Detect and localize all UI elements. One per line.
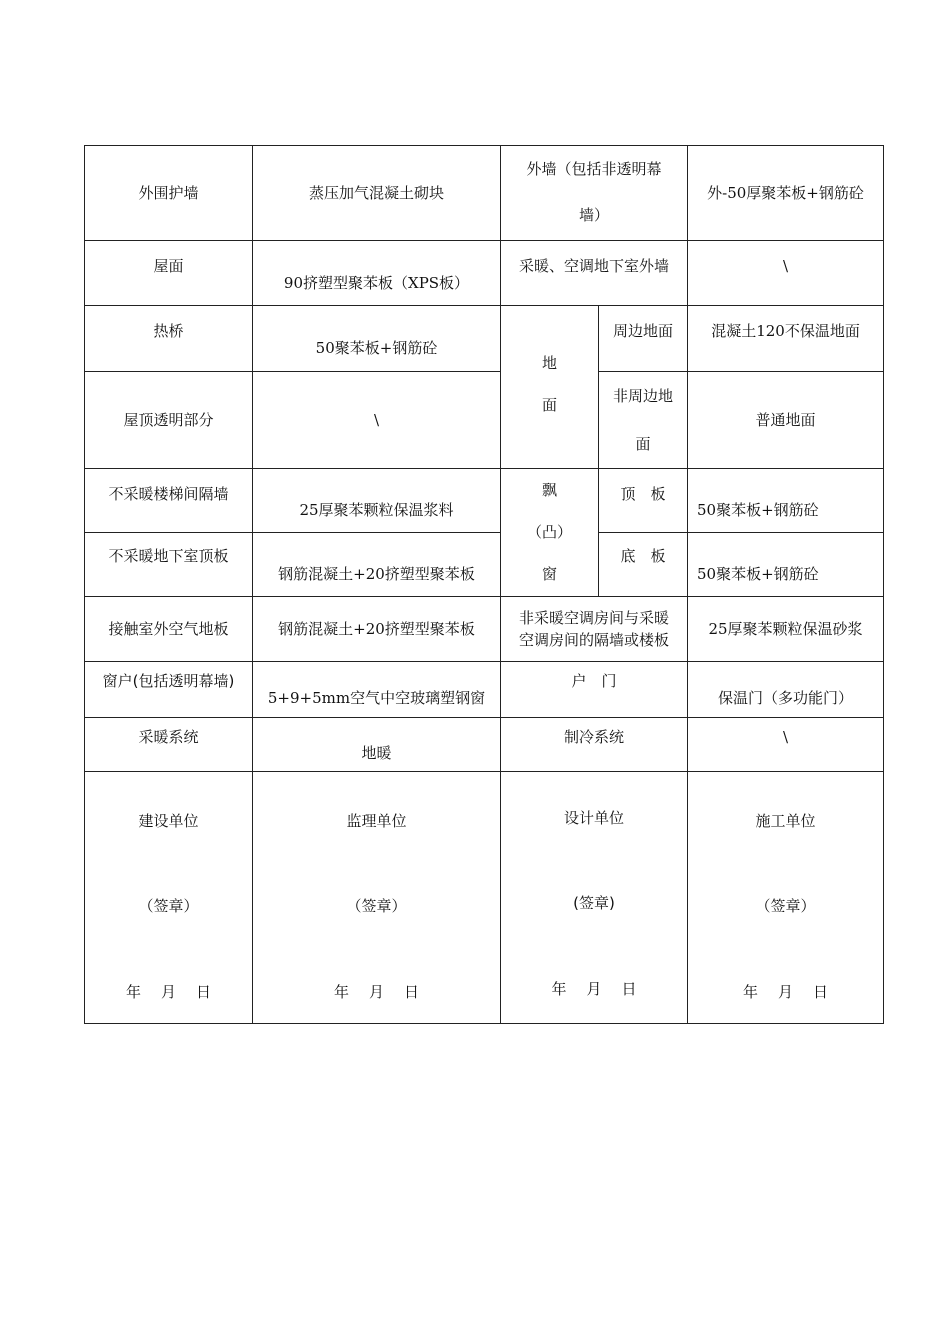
label-perimeter-ground: 周边地面 [599, 306, 688, 372]
signature-seal: （签章） [138, 896, 199, 915]
signature-unit: 建设单位 [138, 812, 199, 830]
value-thermal-bridge: 50聚苯板+钢筋砼 [253, 306, 501, 372]
label-non-perimeter-line2: 面 [635, 435, 651, 453]
date-day: 日 [404, 983, 420, 1001]
label-partition-line2: 空调房间的隔墙或楼板 [519, 631, 670, 649]
table-row [85, 146, 884, 241]
signature-date [334, 981, 419, 1004]
value-exterior-wall: 蒸压加气混凝土砌块 [253, 146, 501, 241]
label-cooling-system: 制冷系统 [501, 718, 688, 772]
signature-supervisor [253, 772, 501, 1024]
signature-contractor [688, 772, 884, 1024]
signature-unit: 施工单位 [755, 812, 816, 830]
label-outdoor-floor: 接触室外空气地板 [85, 597, 253, 662]
value-window: 5+9+5mm空气中空玻璃塑钢窗 [253, 662, 501, 718]
label-bay-bottom: 底 板 [599, 533, 688, 597]
table-row [85, 662, 884, 718]
signature-seal: （签章） [346, 896, 407, 915]
signature-date [551, 978, 636, 1001]
label-ground-char2: 面 [541, 396, 557, 414]
table-row [85, 469, 884, 533]
label-bay-window [501, 469, 599, 597]
value-perimeter-ground: 混凝土120不保温地面 [688, 306, 884, 372]
label-outer-wall-line1: 外墙（包括非透明幕 [526, 160, 662, 178]
value-roof-transparent: \ [253, 372, 501, 469]
label-bay-char2: （凸） [526, 523, 572, 541]
signature-unit: 设计单位 [564, 809, 625, 827]
date-year: 年 [742, 983, 758, 1001]
table-row [85, 372, 884, 469]
signature-unit: 监理单位 [346, 812, 407, 830]
date-day: 日 [621, 980, 637, 998]
energy-form-table [84, 145, 884, 1024]
signature-row [85, 772, 884, 1024]
label-thermal-bridge: 热桥 [85, 306, 253, 372]
value-heating-system: 地暖 [253, 718, 501, 772]
value-non-perimeter-ground: 普通地面 [688, 372, 884, 469]
table-row [85, 718, 884, 772]
value-bay-bottom: 50聚苯板+钢筋砼 [688, 533, 884, 597]
label-bay-top: 顶 板 [599, 469, 688, 533]
label-basement-wall: 采暖、空调地下室外墙 [501, 241, 688, 306]
label-heating-system: 采暖系统 [85, 718, 253, 772]
label-entry-door: 户 门 [501, 662, 688, 718]
table-row [85, 306, 884, 372]
signature-seal: (签章) [573, 893, 615, 912]
date-year: 年 [125, 983, 141, 1001]
signature-date [126, 981, 211, 1004]
date-year: 年 [551, 980, 567, 998]
label-exterior-wall: 外围护墙 [85, 146, 253, 241]
label-outer-wall-line2: 墙） [579, 206, 610, 224]
date-year: 年 [333, 983, 349, 1001]
date-month: 月 [160, 983, 176, 1001]
value-roof: 90挤塑型聚苯板（XPS板） [253, 241, 501, 306]
date-day: 日 [196, 983, 212, 1001]
label-bay-char3: 窗 [541, 565, 557, 583]
label-ground [501, 306, 599, 469]
label-partition-line1: 非采暖空调房间与采暖 [519, 608, 670, 627]
table-row [85, 597, 884, 662]
label-window: 窗户(包括透明幕墙) [85, 662, 253, 718]
table-row [85, 241, 884, 306]
label-bay-char1: 飘 [541, 481, 557, 499]
signature-seal: （签章） [755, 896, 816, 915]
value-bay-top: 50聚苯板+钢筋砼 [688, 469, 884, 533]
signature-designer [501, 772, 688, 1024]
label-stair-wall: 不采暖楼梯间隔墙 [85, 469, 253, 533]
label-roof-transparent: 屋顶透明部分 [85, 372, 253, 469]
signature-date [743, 981, 828, 1004]
value-cooling-system: \ [688, 718, 884, 772]
label-partition [501, 597, 688, 662]
value-entry-door: 保温门（多功能门） [688, 662, 884, 718]
value-outdoor-floor: 钢筋混凝土+20挤塑型聚苯板 [253, 597, 501, 662]
date-month: 月 [586, 980, 602, 998]
label-non-perimeter-ground [599, 372, 688, 469]
label-roof: 屋面 [85, 241, 253, 306]
date-month: 月 [778, 983, 794, 1001]
value-stair-wall: 25厚聚苯颗粒保温浆料 [253, 469, 501, 533]
label-non-perimeter-line1: 非周边地 [613, 387, 674, 405]
value-basement-wall: \ [688, 241, 884, 306]
date-day: 日 [813, 983, 829, 1001]
date-month: 月 [368, 983, 384, 1001]
value-outer-wall: 外-50厚聚苯板+钢筋砼 [688, 146, 884, 241]
label-basement-ceiling: 不采暖地下室顶板 [85, 533, 253, 597]
label-ground-char1: 地 [541, 354, 557, 372]
signature-construction-owner [85, 772, 253, 1024]
table-row [85, 533, 884, 597]
label-outer-wall [501, 146, 688, 241]
value-basement-ceiling: 钢筋混凝土+20挤塑型聚苯板 [253, 533, 501, 597]
value-partition: 25厚聚苯颗粒保温砂浆 [688, 597, 884, 662]
